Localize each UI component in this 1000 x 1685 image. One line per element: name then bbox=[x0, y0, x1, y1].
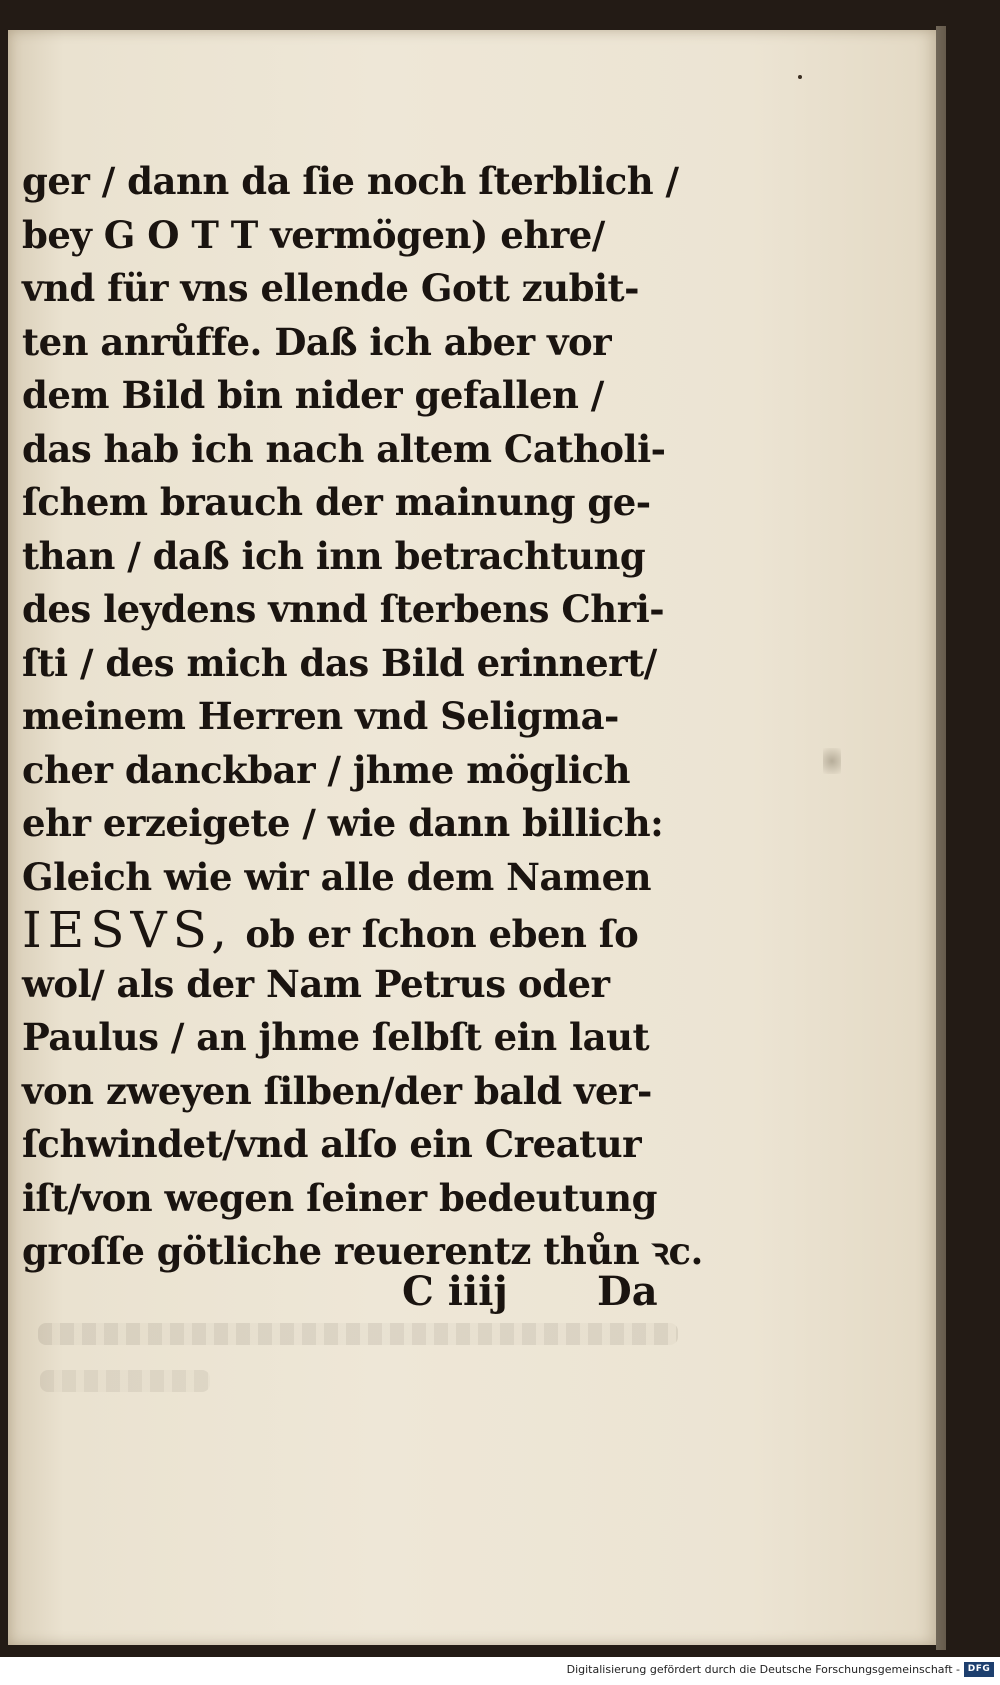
show-through-text bbox=[38, 1323, 678, 1345]
show-through-text-2 bbox=[40, 1370, 210, 1392]
book-page bbox=[8, 30, 936, 1645]
body-text bbox=[22, 155, 703, 1279]
page-edge-shadow bbox=[936, 26, 946, 1650]
digitization-credit: Digitalisierung gefördert durch die Deutsche Forschungsgemeinschaft - bbox=[566, 1663, 960, 1676]
text-line-15-rest: ob er ſchon eben ſo bbox=[245, 912, 639, 956]
text-line-12: cher danckbar / jhme möglich bbox=[22, 747, 630, 792]
text-line-16: wol/ als der Nam Petrus oder bbox=[22, 961, 610, 1006]
text-line-4: ten anrůffe. Daß ich aber vor bbox=[22, 319, 612, 364]
text-line-13: ehr erzeigete / wie dann billich: bbox=[22, 801, 664, 845]
text-line-19: ſchwindet/vnd alſo ein Creatur bbox=[22, 1122, 642, 1166]
text-line-9: des leydens vnnd ſterbens Chri- bbox=[22, 587, 665, 631]
text-line-1: ger / dann da ſie noch ſterblich / bbox=[22, 159, 679, 203]
text-line-8: than / daß ich inn betrachtung bbox=[22, 533, 646, 578]
text-line-18: von zweyen ſilben/der bald ver- bbox=[22, 1068, 652, 1113]
text-line-11: meinem Herren vnd Seligma- bbox=[22, 694, 619, 738]
signature-mark: C iiij bbox=[402, 1268, 508, 1315]
text-line-10: ſti / des mich das Bild erinnert/ bbox=[22, 640, 657, 685]
text-line-14: Gleich wie wir alle dem Namen bbox=[22, 854, 652, 899]
catchword: Da bbox=[597, 1268, 658, 1315]
text-line-2: bey G O T T vermögen) ehre/ bbox=[22, 212, 605, 257]
text-line-6: das hab ich nach altem Catholi- bbox=[22, 426, 666, 471]
iesus-caps: IESVS, bbox=[22, 901, 233, 959]
text-line-7: ſchem brauch der mainung ge- bbox=[22, 480, 651, 524]
text-line-17: Paulus / an jhme ſelbſt ein laut bbox=[22, 1015, 650, 1059]
ink-speck bbox=[798, 75, 802, 79]
text-line-15 bbox=[22, 901, 682, 959]
text-line-5: dem Bild bin nider gefallen / bbox=[22, 373, 604, 417]
text-line-20: iſt/von wegen ſeiner bedeutung bbox=[22, 1175, 657, 1220]
signature-line bbox=[22, 1262, 682, 1322]
page-stain bbox=[823, 748, 841, 774]
dfg-logo-icon: DFG bbox=[964, 1662, 994, 1677]
text-line-3: vnd für vns ellende Gott zubit- bbox=[22, 266, 639, 310]
text-line-21: groſſe götliche reuerentz thůn ꝛc. bbox=[22, 1229, 703, 1273]
footer-bar bbox=[0, 1657, 1000, 1685]
